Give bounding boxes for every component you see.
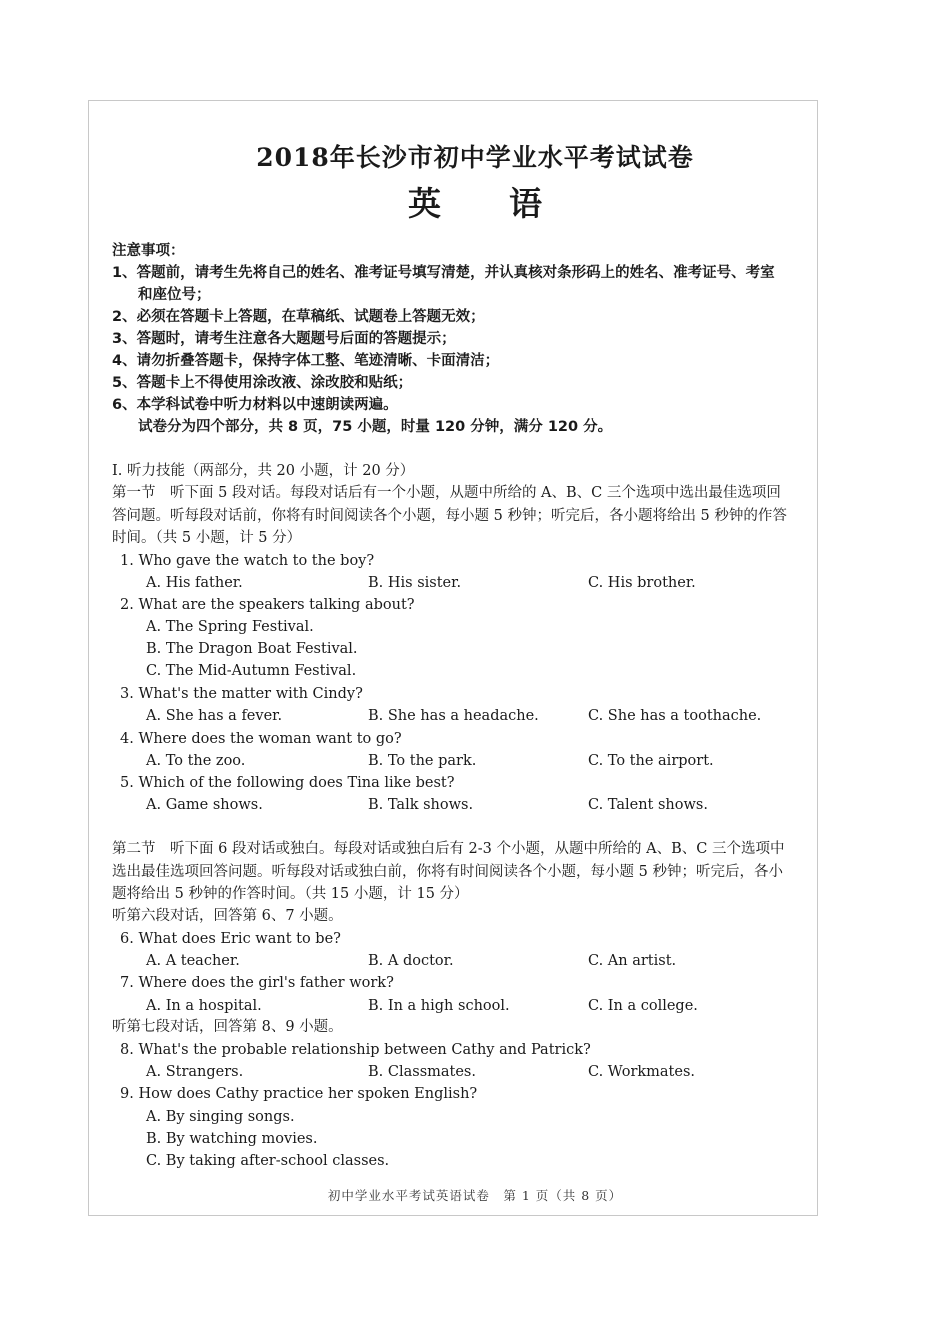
- q6-option-b: B. A doctor.: [368, 953, 454, 969]
- notice-block: [112, 240, 788, 438]
- q4-option-a: A. To the zoo.: [146, 753, 246, 769]
- q9-option-b: B. By watching movies.: [146, 1131, 318, 1147]
- question-6: 6. What does Eric want to be?: [120, 931, 341, 947]
- q9-option-a: A. By singing songs.: [146, 1109, 295, 1125]
- q5-option-b: B. Talk shows.: [368, 797, 474, 813]
- question-8: 8. What's the probable relationship between Cathy and Patrick?: [120, 1042, 591, 1058]
- q1-option-c: C. His brother.: [588, 575, 696, 591]
- q5-option-a: A. Game shows.: [146, 797, 263, 813]
- subject-char-1: 英: [408, 184, 441, 223]
- q9-option-c: C. By taking after-school classes.: [146, 1153, 390, 1169]
- q6-option-c: C. An artist.: [588, 953, 677, 969]
- q7-option-a: A. In a hospital.: [146, 998, 262, 1014]
- q7-option-c: C. In a college.: [588, 998, 698, 1014]
- q2-option-b: B. The Dragon Boat Festival.: [146, 641, 358, 657]
- q8-option-b: B. Classmates.: [368, 1064, 476, 1080]
- q4-option-b: B. To the park.: [368, 753, 477, 769]
- notice-item-4: 4、请勿折叠答题卡，保持字体工整、笔迹清晰、卡面清洁；: [112, 353, 500, 369]
- dialogue7-instruction: 听第七段对话，回答第 8、9 小题。: [112, 1019, 343, 1035]
- part1-title: I. 听力技能（两部分，共 20 小题，计 20 分）: [112, 463, 415, 479]
- dialogue6-instruction: 听第六段对话，回答第 6、7 小题。: [112, 908, 343, 924]
- q1-option-a: A. His father.: [146, 575, 243, 591]
- question-5: 5. Which of the following does Tina like best?: [120, 775, 455, 791]
- subject-char-2: 语: [509, 184, 542, 223]
- question-2: 2. What are the speakers talking about?: [120, 597, 415, 613]
- notice-heading: 注意事项：: [112, 243, 185, 259]
- section2-instructions: 第二节 听下面 6 段对话或独白。每段对话或独白后有 2-3 个小题，从题中所给的 A、B、C 三个选项中选出最佳选项回答问题。听每段对话或独白前，你将有时间阅读各个小题，每小题 5 秒钟；听完后，各小题将给出 5 秒钟的作答时间。（共 15 小题，计 15 分）: [112, 841, 785, 902]
- q2-option-a: A. The Spring Festival.: [146, 619, 314, 635]
- q1-option-b: B. His sister.: [368, 575, 462, 591]
- notice-item-2: 2、必须在答题卡上答题，在草稿纸、试题卷上答题无效；: [112, 309, 485, 325]
- subject-title: [0, 178, 950, 225]
- q7-option-b: B. In a high school.: [368, 998, 510, 1014]
- exam-title: 2018年长沙市初中学业水平考试试卷: [256, 143, 694, 172]
- notice-item-1: 1、答题前，请考生先将自己的姓名、准考证号填写清楚，并认真核对条形码上的姓名、准考证号、考室和座位号；: [112, 265, 775, 303]
- q5-option-c: C. Talent shows.: [588, 797, 708, 813]
- section1-instructions: 第一节 听下面 5 段对话。每段对话后有一个小题，从题中所给的 A、B、C 三个选项中选出最佳选项回答问题。听每段对话前，你将有时间阅读各个小题，每小题 5 秒钟；听完后，各小题将给出 5 秒钟的作答时间。（共 5 小题，计 5 分）: [112, 485, 787, 546]
- q8-option-c: C. Workmates.: [588, 1064, 696, 1080]
- q3-option-b: B. She has a headache.: [368, 708, 539, 724]
- q6-option-a: A. A teacher.: [146, 953, 240, 969]
- page-footer: 初中学业水平考试英语试卷 第 1 页（共 8 页）: [327, 1188, 623, 1203]
- notice-item-5: 5、答题卡上不得使用涂改液、涂改胶和贴纸；: [112, 375, 413, 391]
- question-3: 3. What's the matter with Cindy?: [120, 686, 363, 702]
- notice-summary: 试卷分为四个部分，共 8 页，75 小题，时量 120 分钟，满分 120 分。: [138, 419, 613, 435]
- question-4: 4. Where does the woman want to go?: [120, 731, 402, 747]
- question-1: 1. Who gave the watch to the boy?: [120, 553, 375, 569]
- question-9: 9. How does Cathy practice her spoken English?: [120, 1086, 478, 1102]
- notice-item-6: 6、本学科试卷中听力材料以中速朗读两遍。: [112, 397, 398, 413]
- q3-option-a: A. She has a fever.: [146, 708, 283, 724]
- q4-option-c: C. To the airport.: [588, 753, 714, 769]
- q3-option-c: C. She has a toothache.: [588, 708, 762, 724]
- notice-item-3: 3、答题时，请考生注意各大题题号后面的答题提示；: [112, 331, 456, 347]
- q8-option-a: A. Strangers.: [146, 1064, 244, 1080]
- question-7: 7. Where does the girl's father work?: [120, 975, 394, 991]
- q2-option-c: C. The Mid-Autumn Festival.: [146, 663, 357, 679]
